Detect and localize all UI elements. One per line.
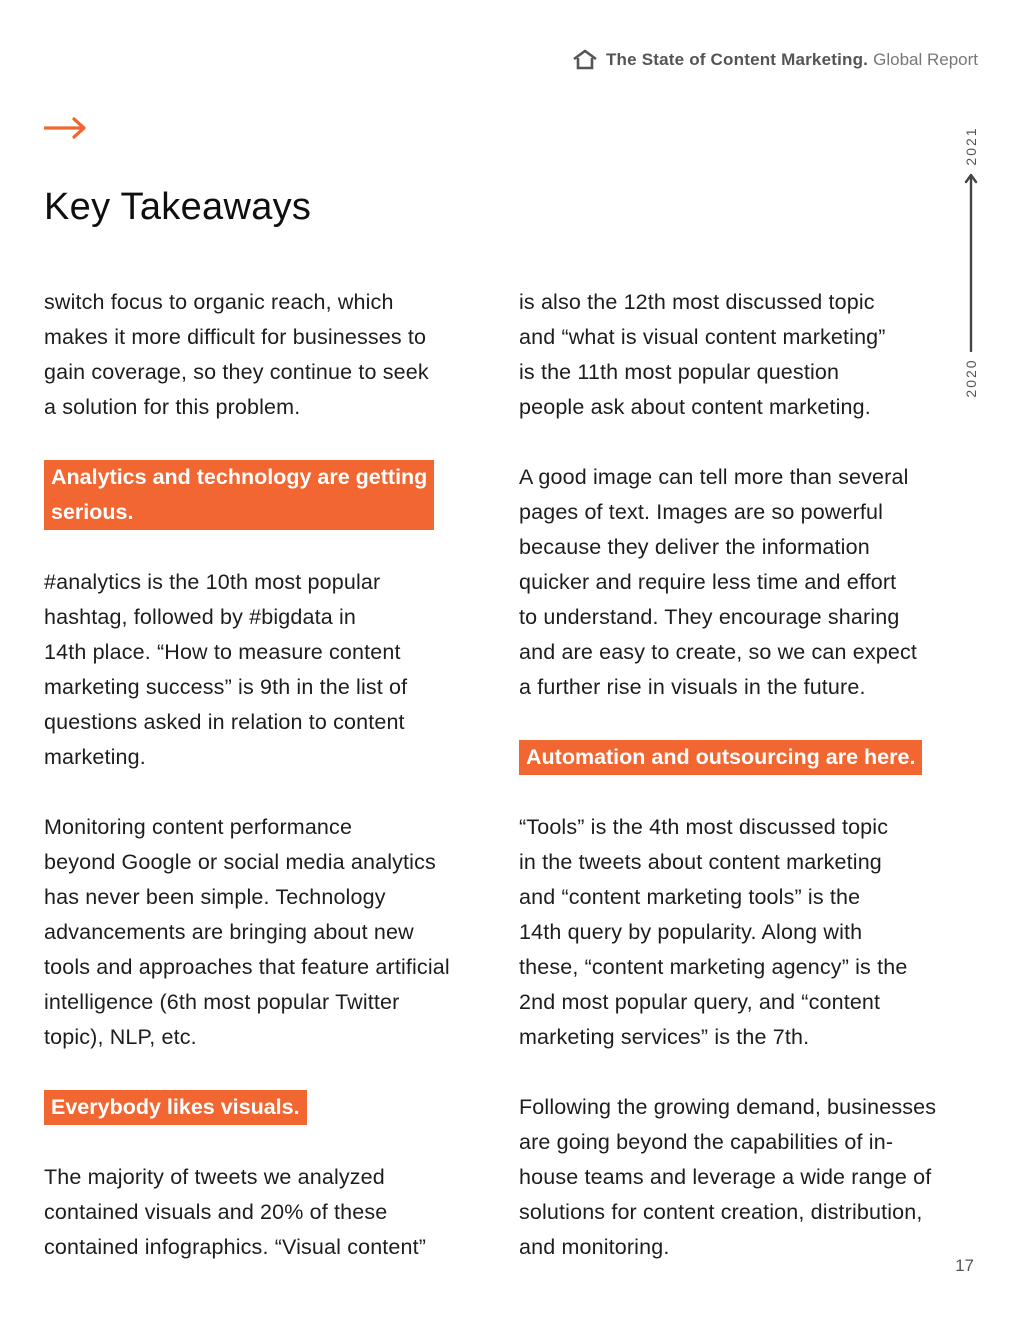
- highlight-heading: Everybody likes visuals.: [44, 1090, 307, 1125]
- paragraph: A good image can tell more than several pages of text. Images are so powerful because they deliver the information quicker and require less time and effort to understand. They encourage sharing and are easy to create, so we can expect a further rise in visuals in the future.: [519, 465, 918, 699]
- paragraph: #analytics is the 10th most popular hashtag, followed by #bigdata in 14th place. “How to measure content marketing success” is 9th in the list of questions asked in relation to content marketing.: [44, 570, 408, 769]
- highlight-heading: Analytics and technology are getting serious.: [44, 460, 434, 530]
- timeline-start-year: 2020: [963, 358, 979, 398]
- arrow-right-icon: [44, 116, 88, 140]
- page-title: Key Takeaways: [44, 186, 312, 228]
- left-column: [44, 285, 494, 1300]
- page-number: 17: [955, 1256, 974, 1275]
- report-subtitle: Global Report: [873, 50, 978, 69]
- report-header: [572, 47, 978, 73]
- paragraph: “Tools” is the 4th most discussed topic in the tweets about content marketing and “content marketing tools” is the 14th query by popularity. Along with these, “content marketing agency” is the 2nd most popular query, and “content marketing services” is the 7th.: [519, 815, 908, 1049]
- paragraph: is also the 12th most discussed topic and “what is visual content marketing” is the 11th most popular question people ask about content marketing.: [519, 290, 886, 419]
- paragraph: Following the growing demand, businesses are going beyond the capabilities of in- house teams and leverage a wide range of solutions for content creation, distribution, and monitoring.: [519, 1095, 937, 1259]
- paragraph: The majority of tweets we analyzed contained visuals and 20% of these contained infographics. “Visual content”: [44, 1165, 427, 1259]
- home-icon: [572, 49, 598, 71]
- report-title: The State of Content Marketing.: [605, 50, 869, 69]
- paragraph: switch focus to organic reach, which makes it more difficult for businesses to gain coverage, so they continue to seek a solution for this problem.: [44, 290, 429, 419]
- right-column: [519, 285, 979, 1300]
- paragraph: Monitoring content performance beyond Google or social media analytics has never been simple. Technology advancements are bringing about new tools and approaches that feature artificial intelligence (6th most popular Twitter topic), NLP, etc.: [44, 815, 450, 1049]
- timeline-end-year: 2021: [963, 126, 979, 166]
- highlight-heading: Automation and outsourcing are here.: [519, 740, 922, 775]
